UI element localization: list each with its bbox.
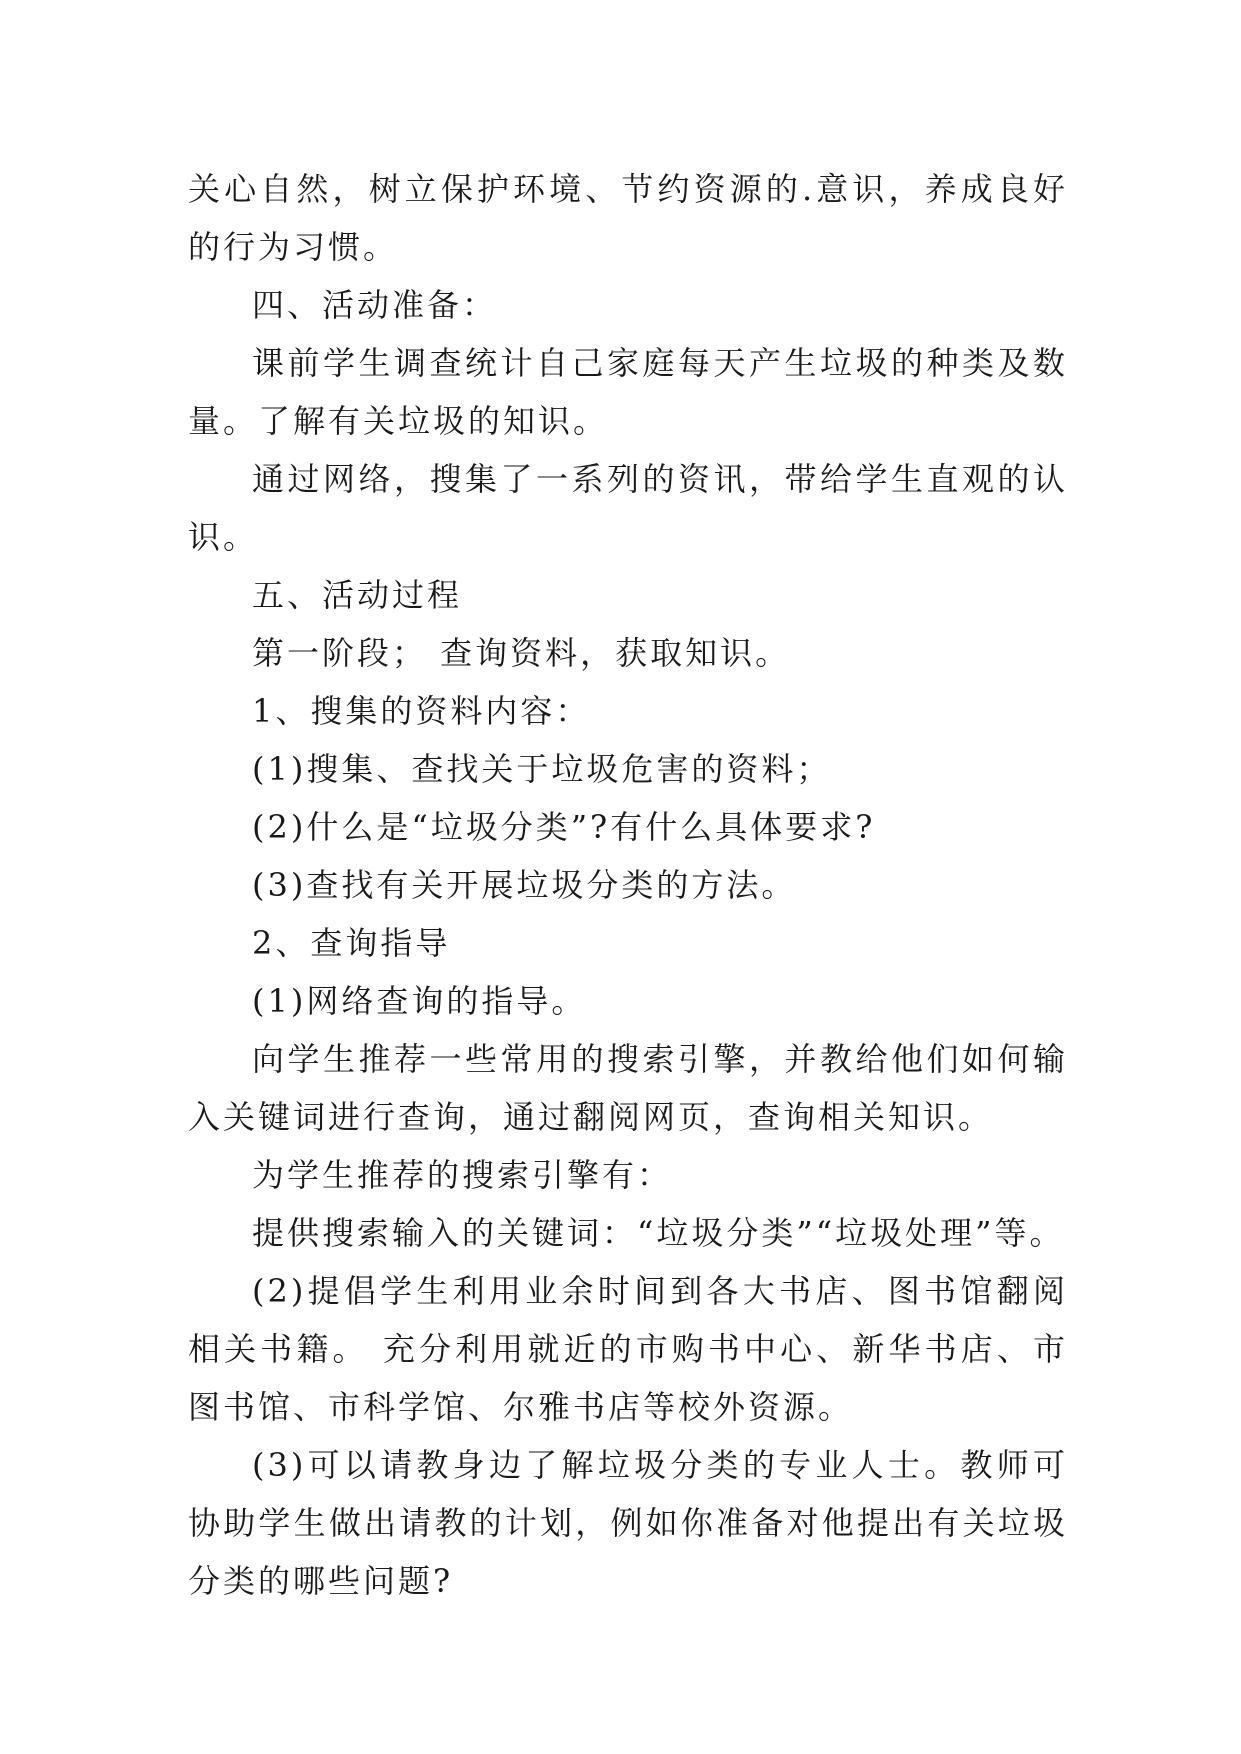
heading-collected-materials: 1、搜集的资料内容： [252, 692, 591, 730]
paragraph-survey: 课前学生调查统计自己家庭每天产生垃圾的种类及数量。了解有关垃圾的知识。 [188, 344, 1068, 440]
heading-activity-process: 五、活动过程 [252, 576, 463, 614]
paragraph-bookstores: (2)提倡学生利用业余时间到各大书店、图书馆翻阅相关书籍。 充分利用就近的市购书中心、新华书店、市图书馆、市科学馆、尔雅书店等校外资源。 [188, 1272, 1068, 1426]
paragraph-intro-continuation: 关心自然，树立保护环境、节约资源的.意识，养成良好的行为习惯。 [188, 170, 1068, 266]
heading-activity-preparation: 四、活动准备： [252, 286, 498, 324]
paragraph-search-engines: 向学生推荐一些常用的搜索引擎，并教给他们如何输入关键词进行查询，通过翻阅网页，查询相关知识。 [188, 1040, 1068, 1136]
paragraph-experts: (3)可以请教身边了解垃圾分类的专业人士。教师可协助学生做出请教的计划，例如你准备对他提出有关垃圾分类的哪些问题? [188, 1446, 1068, 1600]
list-item-2: (2)什么是“垃圾分类”?有什么具体要求? [252, 808, 876, 846]
paragraph-keywords: 提供搜索输入的关键词：“垃圾分类”“垃圾处理”等。 [252, 1214, 1065, 1252]
heading-query-guidance: 2、查询指导 [252, 924, 451, 962]
paragraph-network: 通过网络，搜集了一系列的资讯，带给学生直观的认识。 [188, 460, 1068, 556]
heading-stage-one: 第一阶段； 查询资料，获取知识。 [252, 634, 791, 672]
list-item-3: (3)查找有关开展垃圾分类的方法。 [252, 866, 797, 904]
list-item-network-query: (1)网络查询的指导。 [252, 982, 587, 1020]
list-item-1: (1)搜集、查找关于垃圾危害的资料； [252, 750, 832, 788]
paragraph-recommended-engines: 为学生推荐的搜索引擎有： [252, 1156, 673, 1194]
document-body [188, 160, 1068, 1610]
